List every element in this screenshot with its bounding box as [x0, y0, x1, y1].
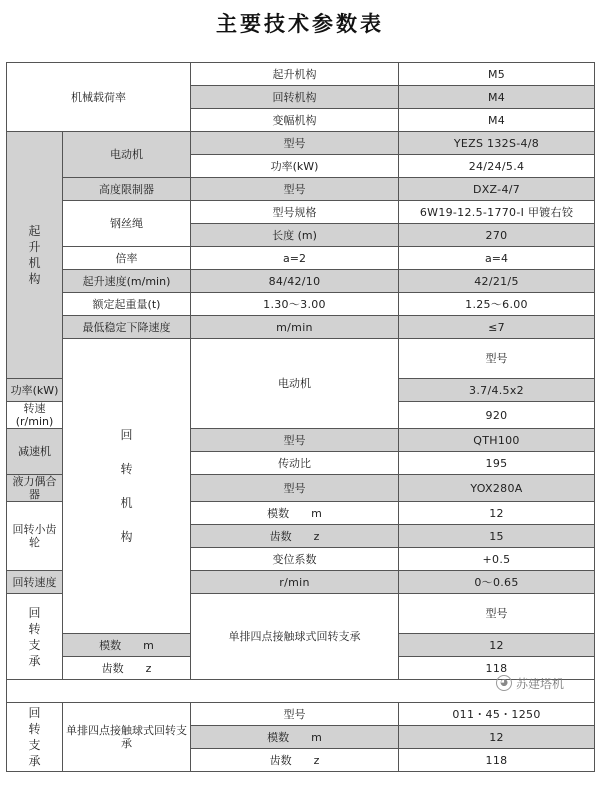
- component-name: 额定起重量(t): [63, 293, 191, 316]
- component-name: 减速机: [7, 429, 63, 475]
- param-name: 模数 m: [191, 502, 399, 525]
- table-row: [7, 132, 595, 155]
- param-unit: r/min: [191, 571, 399, 594]
- component-name: 单排四点接触球式回转支承: [191, 594, 399, 680]
- param-value: 1.25～6.00: [399, 293, 595, 316]
- param-name: 功率(kW): [191, 155, 399, 178]
- param-value: a=2: [191, 247, 399, 270]
- param-value: 12: [399, 726, 595, 749]
- vertical-label: 回 转 支 承: [28, 706, 41, 768]
- param-name: 功率(kW): [7, 379, 63, 402]
- param-value: 0～0.65: [399, 571, 595, 594]
- param-value: 84/42/10: [191, 270, 399, 293]
- param-value: 270: [399, 224, 595, 247]
- param-value: YEZS 132S-4/8: [399, 132, 595, 155]
- param-name: 型号规格: [191, 201, 399, 224]
- param-name: 转速(r/min): [7, 402, 63, 429]
- param-value: 3.7/4.5x2: [399, 379, 595, 402]
- param-name: 齿数 z: [191, 525, 399, 548]
- component-name: 液力偶合器: [7, 475, 63, 502]
- table-row: [7, 316, 595, 339]
- param-value: 118: [399, 749, 595, 772]
- page-title: 主要技术参数表: [216, 12, 384, 36]
- table-row: [7, 339, 595, 379]
- table-row: [7, 201, 595, 224]
- param-value: 42/21/5: [399, 270, 595, 293]
- section-label-hoist: [7, 132, 63, 379]
- vertical-label: 回 转 支 承: [28, 605, 41, 668]
- param-name: 起升机构: [191, 63, 399, 86]
- param-name: 型号: [191, 703, 399, 726]
- table-row: [7, 178, 595, 201]
- param-value: 12: [399, 634, 595, 657]
- vertical-label: 起 升 机 构: [28, 224, 41, 286]
- param-name: 传动比: [191, 452, 399, 475]
- param-name: 型号: [191, 132, 399, 155]
- component-name: 倍率: [63, 247, 191, 270]
- watermark: [496, 674, 594, 692]
- param-name: 型号: [399, 594, 595, 634]
- component-name: 单排四点接触球式回转支承: [63, 703, 191, 772]
- param-value: YOX280A: [399, 475, 595, 502]
- component-name: 回转速度: [7, 571, 63, 594]
- spec-table: [6, 62, 595, 772]
- param-name: 齿数 z: [63, 657, 191, 680]
- table-row: [7, 703, 595, 726]
- table-row: [7, 63, 595, 86]
- param-value: QTH100: [399, 429, 595, 452]
- component-name: 回转小齿轮: [7, 502, 63, 571]
- vertical-label: 回 转 机 构: [120, 428, 133, 544]
- param-name: 型号: [399, 339, 595, 379]
- section-label-bearing-2: [7, 703, 63, 772]
- param-value: 1.30～3.00: [191, 293, 399, 316]
- param-value: 011・45・1250: [399, 703, 595, 726]
- param-value: 6W19-12.5-1770-I 甲镀右铰: [399, 201, 595, 224]
- param-value: ≤7: [399, 316, 595, 339]
- param-value: 195: [399, 452, 595, 475]
- component-name: 电动机: [191, 339, 399, 429]
- param-name: 变幅机构: [191, 109, 399, 132]
- param-value: 118: [399, 657, 595, 680]
- component-name: 高度限制器: [63, 178, 191, 201]
- param-name: 变位系数: [191, 548, 399, 571]
- component-name: 起升速度(m/min): [63, 270, 191, 293]
- param-name: 回转机构: [191, 86, 399, 109]
- param-value: 15: [399, 525, 595, 548]
- param-value: M5: [399, 63, 595, 86]
- component-name: 钢丝绳: [63, 201, 191, 247]
- param-unit: m/min: [191, 316, 399, 339]
- section-label-load-rate: 机械载荷率: [7, 63, 191, 132]
- param-value: a=4: [399, 247, 595, 270]
- param-name: 型号: [191, 475, 399, 502]
- table-row: [7, 247, 595, 270]
- param-value: +0.5: [399, 548, 595, 571]
- component-name: 最低稳定下降速度: [63, 316, 191, 339]
- param-name: 型号: [191, 429, 399, 452]
- param-name: 模数 m: [63, 634, 191, 657]
- param-value: 12: [399, 502, 595, 525]
- param-value: DXZ-4/7: [399, 178, 595, 201]
- param-value: M4: [399, 86, 595, 109]
- param-name: 模数 m: [191, 726, 399, 749]
- param-value: 920: [399, 402, 595, 429]
- param-value: 24/24/5.4: [399, 155, 595, 178]
- param-name: 型号: [191, 178, 399, 201]
- component-name: 电动机: [63, 132, 191, 178]
- param-name: 长度 (m): [191, 224, 399, 247]
- section-label-slewing: [63, 339, 191, 634]
- watermark-text: 苏建塔机: [516, 676, 565, 691]
- table-row: [7, 293, 595, 316]
- param-name: 齿数 z: [191, 749, 399, 772]
- table-row: [7, 270, 595, 293]
- section-label-bearing: [7, 594, 63, 680]
- param-value: M4: [399, 109, 595, 132]
- wechat-icon: ◕: [496, 675, 512, 691]
